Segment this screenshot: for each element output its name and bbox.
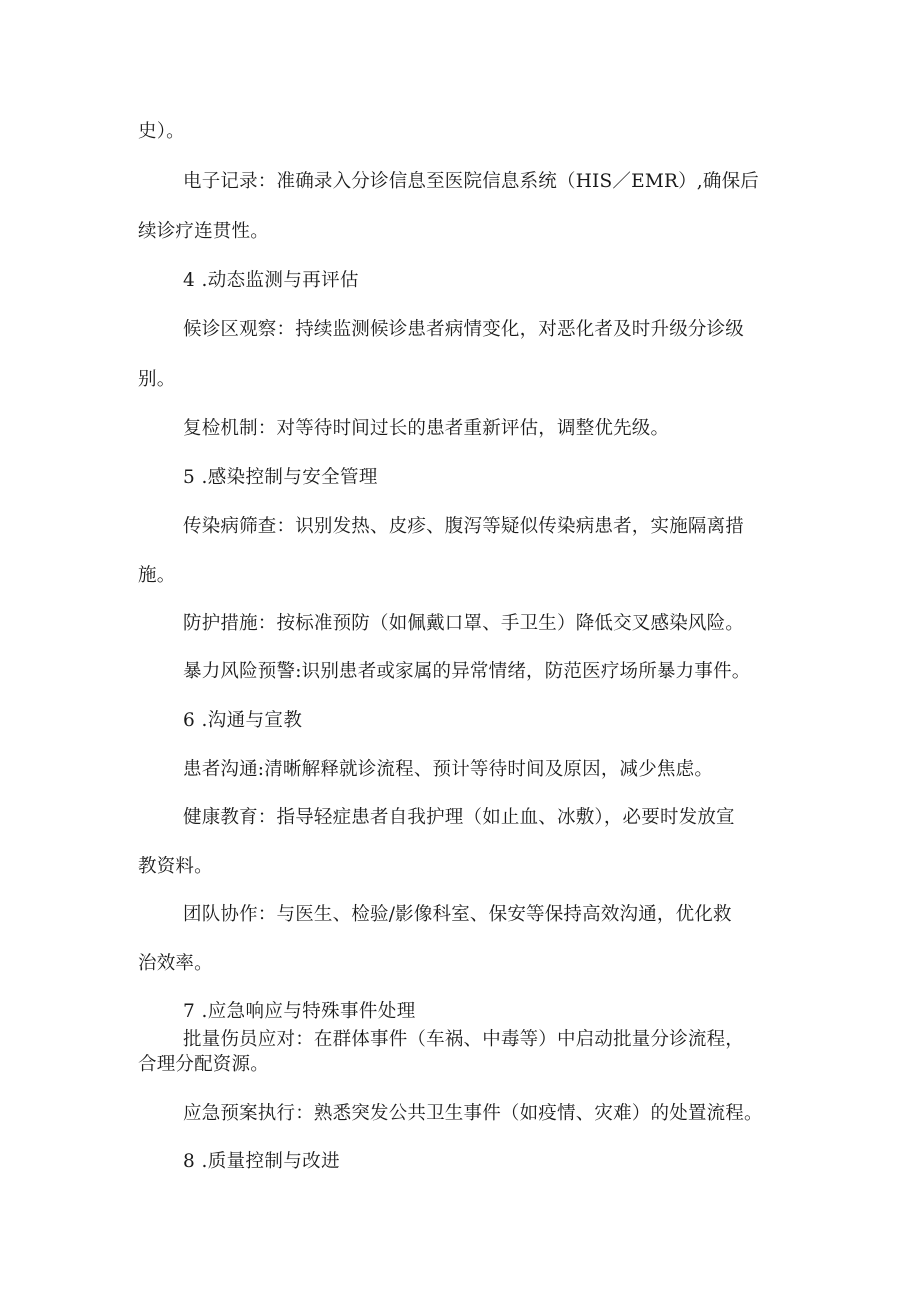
text-line: 复检机制：对等待时间过长的患者重新评估，调整优先级。 xyxy=(183,418,670,439)
text-line: 应急预案执行：熟悉突发公共卫生事件（如疫情、灾难）的处置流程。 xyxy=(183,1103,763,1124)
text-line: 暴力风险预警:识别患者或家属的异常情绪，防范医疗场所暴力事件。 xyxy=(183,661,751,682)
section-heading: 4 .动态监测与再评估 xyxy=(183,270,359,291)
text-line: 传染病筛查：识别发热、皮疹、腹泻等疑似传染病患者，实施隔离措 xyxy=(183,516,745,537)
text-line: 防护措施：按标准预防（如佩戴口罩、手卫生）降低交叉感染风险。 xyxy=(183,613,745,634)
text-line: 史）。 xyxy=(138,121,185,142)
section-heading: 5 .感染控制与安全管理 xyxy=(183,467,378,488)
text-line: 别。 xyxy=(138,369,176,390)
text-line: 患者沟通:清晰解释就诊流程、预计等待时间及原因，减少焦虑。 xyxy=(183,759,714,780)
section-heading: 6 .沟通与宣教 xyxy=(183,710,303,731)
text-line: 合理分配资源。 xyxy=(138,1054,269,1075)
text-line: 治效率。 xyxy=(138,953,213,974)
text-line: 施。 xyxy=(138,565,176,586)
text-line: 团队协作：与医生、检验/影像科室、保安等保持高效沟通，优化救 xyxy=(183,904,732,925)
text-line: 教资料。 xyxy=(138,856,213,877)
text-line: 候诊区观察：持续监测候诊患者病情变化，对恶化者及时升级分诊级 xyxy=(183,319,745,340)
text-line: 健康教育：指导轻症患者自我护理（如止血、冰敷），必要时发放宣 xyxy=(183,807,735,828)
section-heading: 7 .应急响应与特殊事件处理 xyxy=(183,1001,416,1022)
text-line: 续诊疗连贯性。 xyxy=(138,221,269,242)
text-line: 批量伤员应对：在群体事件（车祸、中毒等）中启动批量分诊流程， xyxy=(183,1029,745,1050)
section-heading: 8 .质量控制与改进 xyxy=(183,1151,341,1172)
text-line: 电子记录：准确录入分诊信息至医院信息系统（HIS／EMR）,确保后 xyxy=(183,171,759,192)
